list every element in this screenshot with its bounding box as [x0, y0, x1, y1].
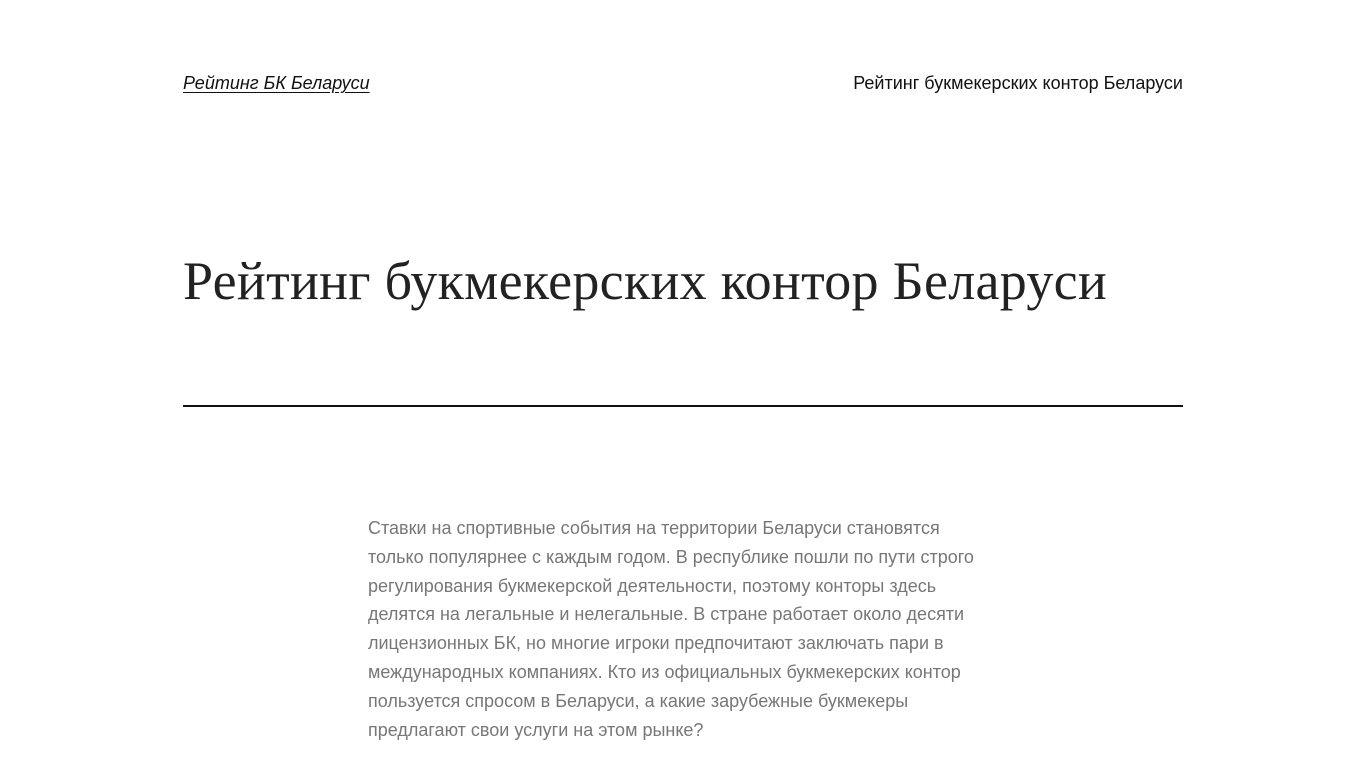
site-header [183, 70, 1183, 98]
page-title: Рейтинг букмекерских контор Беларуси [183, 251, 1108, 311]
site-title-link[interactable]: Рейтинг БК Беларуси [183, 73, 370, 93]
site-description: Рейтинг букмекерских контор Беларуси [853, 73, 1183, 93]
intro-paragraph: Ставки на спортивные события на территории Беларуси становятся только популярнее с каждым годом. В республике пошли по пути строго регулирования букмекерской деятельности, поэтому конторы здесь делятся на легальные и нелегальные. В стране работает около десяти лицензионных БК, но многие игроки предпочитают заключать пари в международных компаниях. Кто из официальных букмекерских контор пользуется спросом в Беларуси, а какие зарубежные букмекеры предлагают свои услуги на этом рынке? [368, 518, 974, 740]
title-separator [183, 405, 1183, 407]
